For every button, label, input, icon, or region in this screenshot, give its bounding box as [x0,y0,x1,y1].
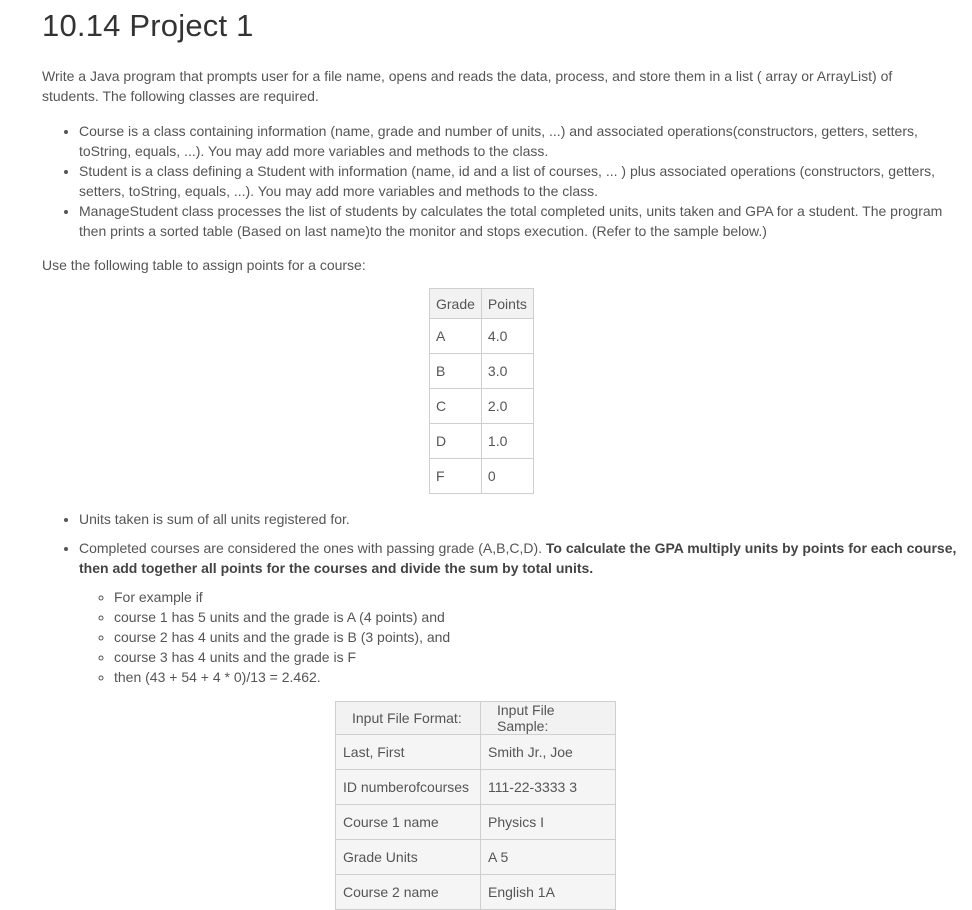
course-class-item: • Course is a class containing information (name, grade and number of units, ...) and associated operations(constructors, getters, setters, toString, equals, ...). You may add more variables and methods to the class. [79,121,959,161]
page-title: 10.14 Project 1 [42,8,254,43]
grade-cell: F [430,459,482,494]
format-cell: Course 1 name [336,805,481,840]
table-row [336,735,616,770]
format-cell: ID numberofcourses [336,770,481,805]
required-classes-list [42,121,959,241]
points-cell: 4.0 [481,319,533,354]
table-row [430,389,534,424]
list-item: ◦ course 2 has 4 units and the grade is B (3 points), and [114,627,450,647]
table-row [336,875,616,910]
sample-cell: A 5 [481,840,616,875]
format-cell: Last, First [336,735,481,770]
grade-header: Grade [430,289,482,319]
points-cell: 2.0 [481,389,533,424]
sample-header: Input File Sample: [481,702,616,735]
list-item: ◦ course 3 has 4 units and the grade is F [114,647,450,667]
intro-paragraph: Write a Java program that prompts user for a file name, opens and reads the data, process, and store them in a list ( array or ArrayList) of students. The following classes are required. [42,68,893,104]
points-header: Points [481,289,533,319]
points-cell: 1.0 [481,424,533,459]
format-header: Input File Format: [336,702,481,735]
student-class-item: • Student is a class defining a Student with information (name, id and a list of courses, ... ) plus associated operations (constructors, getters, setters, toString, equals, ...). You may add more variables and methods to the class. [79,161,959,201]
grade-cell: D [430,424,482,459]
sample-cell: English 1A [481,875,616,910]
sample-cell: Physics I [481,805,616,840]
list-item: ◦ then (43 + 54 + 4 * 0)/13 = 2.462. [114,667,450,687]
list-item: ◦ For example if [114,587,450,607]
completed-plain-text: Completed courses are considered the ones with passing grade (A,B,C,D). [79,540,546,556]
input-file-table [335,701,616,910]
gpa-calc-text: To calculate the GPA multiply units by points for each course, then add together all points for the courses and divide the sum by total units. [79,540,957,576]
table-row [430,319,534,354]
points-cell: 0 [481,459,533,494]
grade-points-table [429,288,534,494]
units-taken-item: • Units taken is sum of all units registered for. [79,509,959,529]
grade-cell: A [430,319,482,354]
managestudent-class-item: • ManageStudent class processes the list of students by calculates the total completed units, units taken and GPA for a student. The program then prints a sorted table (Based on last name)to the monitor and stops execution. (Refer to the sample below.) [79,201,959,241]
points-cell: 3.0 [481,354,533,389]
sample-cell: Smith Jr., Joe [481,735,616,770]
table-row [336,770,616,805]
gpa-rules-list [42,509,959,578]
table-row [430,354,534,389]
table-header-row [336,702,616,735]
table-row [430,424,534,459]
grade-cell: B [430,354,482,389]
table-row [430,459,534,494]
table-header-row [430,289,534,319]
format-cell: Grade Units [336,840,481,875]
example-list [78,587,450,687]
table-row [336,840,616,875]
use-table-text: Use the following table to assign points for a course: [42,257,366,273]
grade-cell: C [430,389,482,424]
list-item: ◦ course 1 has 5 units and the grade is A (4 points) and [114,607,450,627]
table-row [336,805,616,840]
format-cell: Course 2 name [336,875,481,910]
completed-courses-item [79,538,959,578]
sample-cell: 111-22-3333 3 [481,770,616,805]
